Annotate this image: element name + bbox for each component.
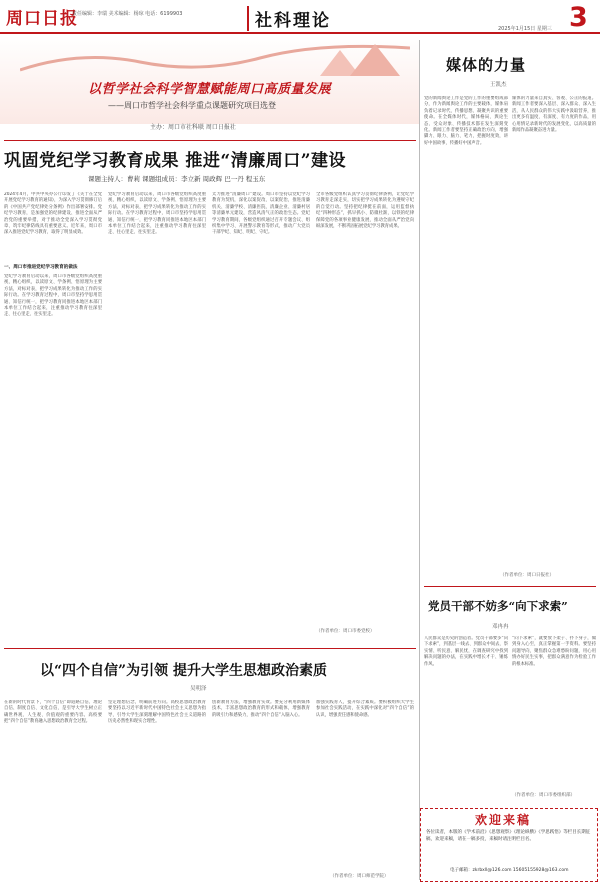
article-column: “向下求索”，就要放下架子、扑下身子，做到身入心至，真正掌握第一手资料。要坚持问题导向，聚焦群众急难愁盼问题，用心用情办好民生实事，把群众满意作为检验工作的根本标准。 — [512, 636, 596, 667]
author-note: （作者单位：周口市委组织部） — [512, 793, 575, 798]
article-headline: 党员干部不妨多“向下求索” — [428, 599, 568, 613]
welcome-title: 欢迎来稿 — [475, 813, 532, 827]
dateline: 2025年1月15日 星期三 — [498, 26, 552, 32]
divider — [4, 140, 416, 141]
article-column: 太力推进“清廉周口”建设。周口市坚持以党纪学习教育为契机，深化以案促改、以案促治，推进清廉机关、清廉学校、清廉医院、清廉企业、清廉村居等清廉单元建设，营造风清气正的政治生态。党纪学习教育期间，各级党组织通过召开专题会议、组织集中学习、开展警示教育等形式，推动广大党员干部学纪、知纪、明纪、守纪。 — [212, 192, 310, 236]
divider — [424, 586, 596, 587]
divider — [4, 648, 416, 649]
article-byline: 吴明泽 — [190, 686, 207, 692]
article-column: 人民群众是历史的创造者。党员干部要多“向下求索”，到基层一线去、到群众中间去，察实情、听民意、解民忧，在调查研究中找到解决问题的办法，在实践中增长才干、锤炼作风。 — [424, 636, 508, 667]
welcome-body: 各位读者，本版的《学术前沿》《思想观察》《理论纵横》《学思践悟》等栏目长期征稿，欢迎来稿，请在一稿多投，来稿时请注明栏目名。 — [426, 830, 591, 842]
article-headline: 媒体的力量 — [446, 56, 527, 74]
contact-email: 电子邮箱：zkrbxll@126.com 15605155928@163.com — [450, 868, 569, 873]
article-column: 2024年4月，中共中央办公厅印发了《关于在全党开展党纪学习教育的通知》，为深入学习贯彻修订后的《中国共产党纪律处分条例》作出部署安排。党纪学习教育，是加强党的纪律建设、推进全面从严治党的重要举措，对于推动全党深入学习贯彻党章、筑牢纪律防线具有重要意义。近年来，周口市深入推进党纪学习教育，取得了明显成效。 — [4, 192, 102, 236]
sponsor-line: 主办：周口市社科联 周口日报社 — [150, 124, 236, 131]
article-column: 坚定理想信念，明确前进方向。高校思想政治教育要坚持以习近平新时代中国特色社会主义思想为指导，引导大学生深刻理解中国特色社会主义道路的历史必然性和现实合理性。 — [108, 700, 206, 725]
article-column: 党纪学习教育启动以来，周口市各级党组织高度重视，精心组织，以读原文、学条例、悟原理为主要方法，对标对表，把学习成果转化为推动工作的实际行动。在学习教育过程中，周口市坚持学思用贯通、知信行统一，把学习教育同推进本地区本部门本单位工作结合起来，注重推动学习教育往深里走、往心里走、往实里走。 — [4, 274, 102, 318]
article-column: 加强实践育人，提升综合素质。要积极组织大学生参加社会实践活动，在实践中深化对“四个自信”的认识，增强责任感和使命感。 — [316, 700, 414, 718]
article-byline: 王凯杰 — [490, 82, 507, 88]
article-column: 创新教育方法，增强教育实效。要充分利用新媒体技术，丰富思想政治教育的形式和载体，增强教育的吸引力和感染力，推动“四个自信”入脑入心。 — [212, 700, 310, 718]
banner-subtitle: ——周口市哲学社会科学重点课题研究项目选登 — [108, 101, 276, 110]
article-column: 党的新闻舆论工作是党的工作的重要组成部分，作为新闻舆论工作的主要载体，媒体肩负着记录时代、传播思想、凝聚共识的重要使命。在全媒体时代，媒体格局、舆论生态、受众对象、传播技术都在发生深刻变化。新闻工作者要坚持正确政治方向，增强脚力、眼力、脑力、笔力，把握时度效，讲好中国故事，传播好中国声音。 — [424, 96, 508, 146]
article-subheading: 一、周口市推进党纪学习教育的做法 — [4, 265, 78, 270]
author-note: （作者单位：周口市委党校） — [316, 629, 375, 634]
article-column: 在新的时代背景下，“四个自信”即道路自信、理论自信、制度自信、文化自信，是引导大学生树立正确世界观、人生观、价值观的重要内容。高校要把“四个自信”教育融入思想政治教育全过程。 — [4, 700, 102, 725]
newspaper-logo: 周口日报 — [6, 9, 78, 29]
editor-credits: 责任编辑：李瑞 美术编辑：杨琼 电话：6199903 — [72, 11, 183, 17]
banner-decoration-icon — [20, 40, 410, 76]
article-column: 媒体的力量来自真实、客观、公正的报道。新闻工作者要深入基层、深入群众、深入生活，从人民群众的伟大实践中汲取营养，推出更多有温度、有深度、有力度的作品，用心用情记录新时代的发展变化，以高质量的新闻作品凝聚奋进力量。 — [512, 96, 596, 134]
column-divider — [419, 40, 420, 880]
article-byline: 邓冉冉 — [492, 624, 509, 630]
author-note: （作者单位：周口日报社） — [500, 573, 554, 578]
section-title: 社科理论 — [247, 6, 331, 31]
article-byline: 课题主持人：曹莉 课题组成员：李立新 周政辉 巴一丹 程玉东 — [88, 175, 266, 183]
page-number: 3 — [569, 2, 588, 33]
article-headline: 以“四个自信”为引领 提升大学生思想政治素质 — [40, 663, 327, 679]
article-column: 党纪学习教育启动以来，周口市各级党组织高度重视，精心组织，以读原文、学条例、悟原理为主要方法，对标对表，把学习成果转化为推动工作的实际行动。在学习教育过程中，周口市坚持学思用贯通、知信行统一，把学习教育同推进本地区本部门本单位工作结合起来，注重推动学习教育往深里走、往心里走、往实里走。 — [108, 192, 206, 236]
article-headline: 巩固党纪学习教育成果 推进“清廉周口”建设 — [4, 151, 346, 171]
author-note: （作者单位：周口师范学院） — [330, 874, 389, 879]
article-column: 全市各级党组织认真学习贯彻纪律条例，让党纪学习教育走深走实，切实把学习成果转化为遵规守纪的自觉行动。坚持把纪律挺在前面，运用监督执纪“四种形态”，抓早抓小、防微杜渐，以铁的纪律保障党的各项事业健康发展，推动全面从严治党向纵深发展，不断巩固拓展党纪学习教育成果。 — [316, 192, 414, 230]
banner-title: 以哲学社会科学智慧赋能周口高质量发展 — [88, 82, 332, 97]
